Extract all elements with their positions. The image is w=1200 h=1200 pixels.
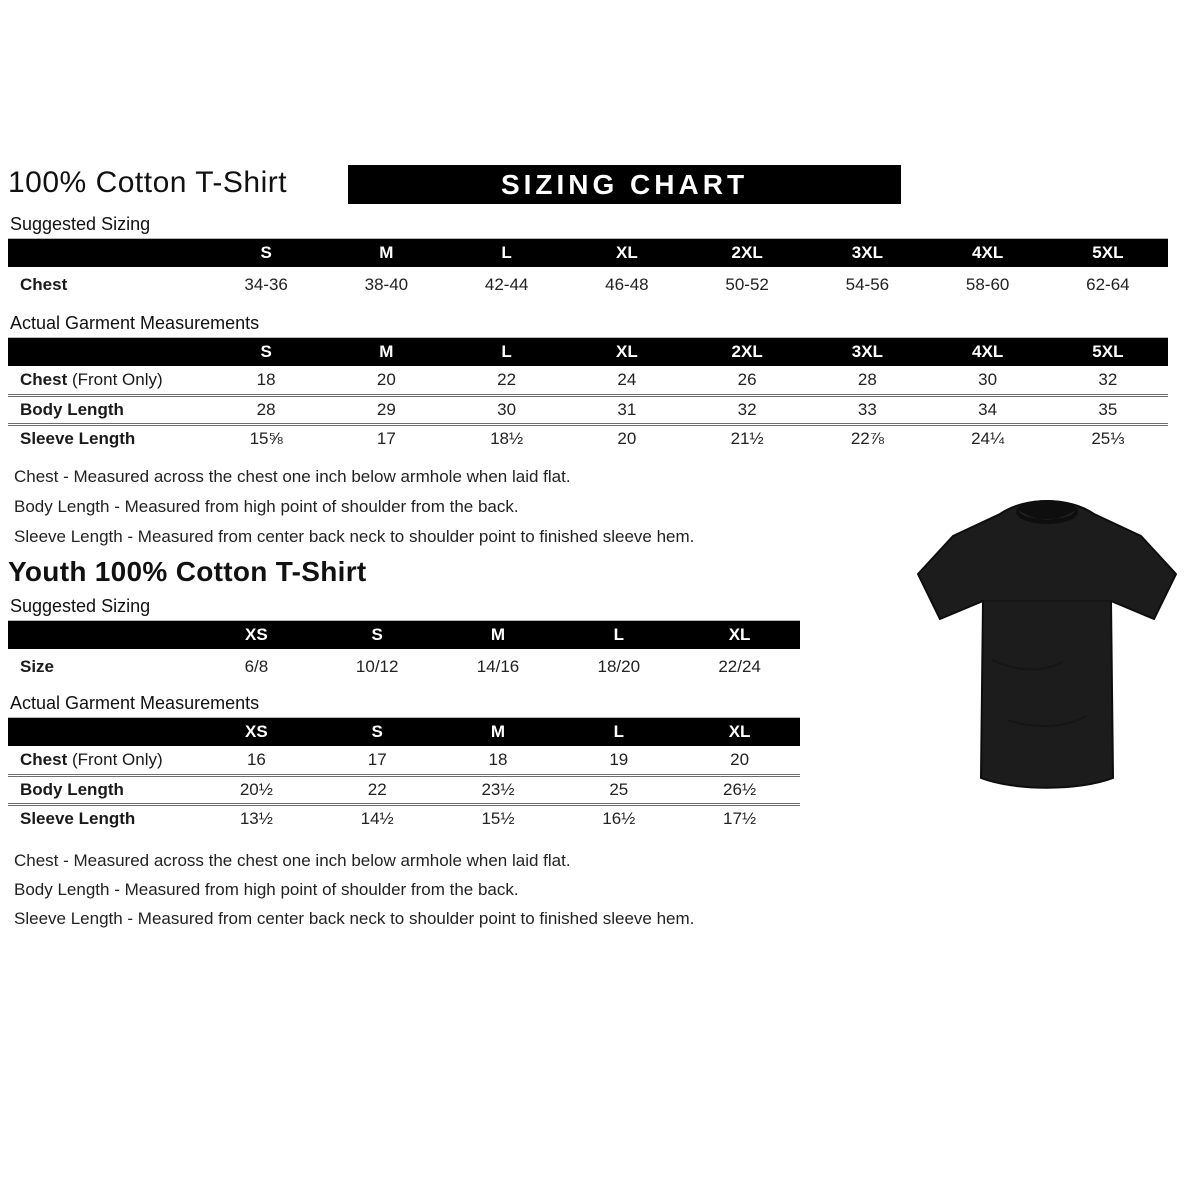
- column-header-xl: XL: [567, 338, 687, 366]
- note-sleeve-length: Sleeve Length - Measured from center back neck to shoulder point to finished sleeve hem.: [14, 909, 695, 928]
- column-header-xl: XL: [679, 718, 800, 746]
- measurement-cell: 17½: [679, 804, 800, 833]
- column-header-4xl: 4XL: [928, 338, 1048, 366]
- column-header-2xl: 2XL: [687, 239, 807, 267]
- row-label: Body Length: [8, 395, 206, 424]
- table-row: [8, 649, 800, 685]
- measurement-cell: 32: [1098, 369, 1118, 389]
- column-header-l: L: [447, 239, 567, 267]
- youth-section-title: Youth 100% Cotton T-Shirt: [8, 556, 367, 587]
- measurement-cell: 17: [326, 424, 446, 453]
- measurement-cell: 13½: [196, 804, 317, 833]
- row-label-column-header: [8, 338, 206, 366]
- column-header-m: M: [438, 718, 559, 746]
- measurement-cell: 18: [488, 749, 508, 769]
- youth-suggested-sizing-table: [8, 621, 800, 685]
- measurement-cell: 22/24: [718, 657, 761, 676]
- column-header-xl: XL: [567, 239, 687, 267]
- column-header-3xl: 3XL: [807, 239, 927, 267]
- measurement-cell: 34-36: [244, 275, 288, 294]
- measurement-cell: 16: [246, 749, 266, 769]
- measurement-cell: 18: [256, 369, 276, 389]
- row-label-column-header: [8, 621, 196, 649]
- column-header-s: S: [206, 338, 326, 366]
- measurement-cell: 42-44: [484, 275, 529, 294]
- measurement-cell: 18½: [447, 424, 567, 453]
- measurement-cell: 24: [617, 369, 637, 389]
- column-header-s: S: [206, 239, 326, 267]
- measurement-cell: 33: [807, 395, 927, 424]
- row-label: Chest (Front Only): [20, 369, 163, 389]
- measurement-cell: 26½: [679, 775, 800, 804]
- youth-actual-measurements-table: [8, 718, 800, 833]
- column-header-s: S: [317, 621, 438, 649]
- column-header-l: L: [558, 718, 679, 746]
- column-header-5xl: 5XL: [1048, 239, 1168, 267]
- note-body-length: Body Length - Measured from high point of shoulder from the back.: [14, 497, 519, 516]
- adult-suggested-sizing-table: [8, 239, 1168, 303]
- measurement-cell: 6/8: [244, 657, 269, 676]
- measurement-cell: 20: [376, 369, 396, 389]
- measurement-cell: 30: [447, 395, 567, 424]
- tshirt-image: [897, 480, 1197, 810]
- note-sleeve-length: Sleeve Length - Measured from center back neck to shoulder point to finished sleeve hem.: [14, 527, 695, 546]
- measurement-cell: 34: [928, 395, 1048, 424]
- measurement-cell: 14/16: [476, 657, 520, 676]
- column-header-4xl: 4XL: [928, 239, 1048, 267]
- row-label: Size: [20, 657, 55, 676]
- measurement-cell: 28: [206, 395, 326, 424]
- measurement-cell: 50-52: [725, 275, 769, 294]
- header-row: [8, 163, 1200, 204]
- table-row: [8, 366, 1168, 395]
- measurement-cell: 25: [558, 775, 679, 804]
- measurement-cell: 38-40: [364, 275, 409, 294]
- page-title: 100% Cotton T-Shirt: [8, 166, 288, 199]
- measurement-cell: 16½: [558, 804, 679, 833]
- row-label: Chest: [20, 275, 68, 294]
- measurement-cell: 20: [567, 424, 687, 453]
- sizing-chart-banner: [348, 165, 901, 204]
- row-label-column-header: [8, 239, 206, 267]
- measurement-cell: 22: [317, 775, 438, 804]
- table-row: [8, 267, 1168, 303]
- table-row: [8, 804, 800, 833]
- column-header-s: S: [317, 718, 438, 746]
- column-header-xs: XS: [196, 718, 317, 746]
- measurement-cell: 14½: [317, 804, 438, 833]
- measurement-cell: 46-48: [605, 275, 649, 294]
- youth-measurement-notes: [8, 846, 1200, 933]
- youth-suggested-sizing-label: Suggested Sizing: [8, 592, 800, 621]
- adult-actual-measurements-table: [8, 338, 1168, 453]
- adult-suggested-sizing-label: Suggested Sizing: [8, 210, 1168, 239]
- column-header-5xl: 5XL: [1048, 338, 1168, 366]
- table-row: [8, 395, 1168, 424]
- column-header-3xl: 3XL: [807, 338, 927, 366]
- note-chest: Chest - Measured across the chest one inch below armhole when laid flat.: [14, 467, 571, 486]
- adult-actual-measurements-label: Actual Garment Measurements: [8, 309, 1168, 338]
- row-label: Body Length: [8, 775, 196, 804]
- table-row: [8, 424, 1168, 453]
- measurement-cell: 17: [367, 749, 387, 769]
- column-header-m: M: [326, 338, 446, 366]
- measurement-cell: 24¼: [928, 424, 1048, 453]
- column-header-l: L: [447, 338, 567, 366]
- measurement-cell: 32: [687, 395, 807, 424]
- row-label: Sleeve Length: [8, 804, 196, 833]
- measurement-cell: 22: [497, 369, 517, 389]
- measurement-cell: 18/20: [597, 657, 641, 676]
- measurement-cell: 15½: [438, 804, 559, 833]
- table-row: [8, 746, 800, 775]
- measurement-cell: 19: [609, 749, 629, 769]
- measurement-cell: 26: [737, 369, 757, 389]
- measurement-cell: 20: [730, 749, 750, 769]
- row-label: Sleeve Length: [8, 424, 206, 453]
- youth-actual-measurements-label: Actual Garment Measurements: [8, 689, 800, 718]
- column-header-l: L: [558, 621, 679, 649]
- column-header-2xl: 2XL: [687, 338, 807, 366]
- measurement-cell: 29: [326, 395, 446, 424]
- note-chest: Chest - Measured across the chest one inch below armhole when laid flat.: [14, 851, 571, 870]
- column-header-xs: XS: [196, 621, 317, 649]
- measurement-cell: 23½: [438, 775, 559, 804]
- measurement-cell: 22⅞: [807, 424, 927, 453]
- row-label: Chest (Front Only): [20, 749, 163, 769]
- measurement-cell: 58-60: [965, 275, 1010, 294]
- column-header-m: M: [438, 621, 559, 649]
- measurement-cell: 21½: [687, 424, 807, 453]
- banner-label: SIZING CHART: [500, 169, 749, 200]
- measurement-cell: 20½: [196, 775, 317, 804]
- measurement-cell: 30: [978, 369, 998, 389]
- measurement-cell: 25⅓: [1048, 424, 1168, 453]
- measurement-cell: 54-56: [845, 275, 890, 294]
- note-body-length: Body Length - Measured from high point of shoulder from the back.: [14, 880, 519, 899]
- column-header-m: M: [326, 239, 446, 267]
- measurement-cell: 28: [857, 369, 877, 389]
- measurement-cell: 31: [567, 395, 687, 424]
- table-row: [8, 775, 800, 804]
- measurement-cell: 62-64: [1086, 275, 1130, 294]
- measurement-cell: 15⅝: [206, 424, 326, 453]
- row-label-column-header: [8, 718, 196, 746]
- measurement-cell: 35: [1048, 395, 1168, 424]
- measurement-cell: 10/12: [355, 657, 399, 676]
- column-header-xl: XL: [679, 621, 800, 649]
